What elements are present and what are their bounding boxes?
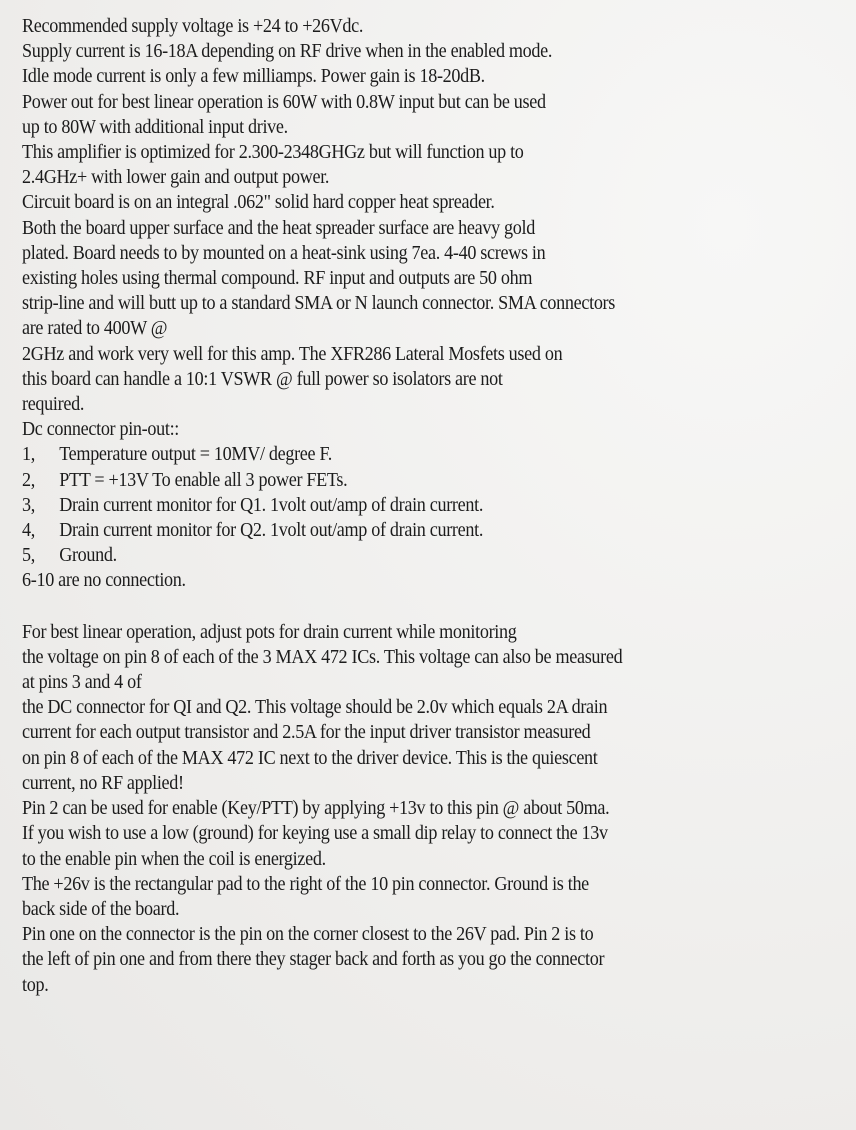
- pin-description: Temperature output = 10MV/ degree F.: [59, 444, 332, 466]
- instruction-line: Pin one on the connector is the pin on the corner closest to the 26V pad. Pin 2 is to: [22, 924, 594, 946]
- spec-line: Circuit board is on an integral .062" solid hard copper heat spreader.: [22, 192, 495, 214]
- section-spacer: [22, 594, 842, 620]
- pin-item: [22, 442, 785, 467]
- spec-line: Power out for best linear operation is 60W with 0.8W input but can be used: [22, 91, 546, 113]
- pin-number: 4,: [22, 520, 35, 542]
- pin-number: 3,: [22, 494, 35, 516]
- spec-line: existing holes using thermal compound. RF input and outputs are 50 ohm: [22, 268, 533, 290]
- instruction-line: Pin 2 can be used for enable (Key/PTT) by applying +13v to this pin @ about 50ma.: [22, 798, 610, 820]
- instruction-line: to the enable pin when the coil is energized.: [22, 848, 326, 870]
- instruction-line: at pins 3 and 4 of: [22, 672, 142, 694]
- pin-number: 5,: [22, 545, 35, 567]
- instruction-line: the DC connector for QI and Q2. This voltage should be 2.0v which equals 2A drain: [22, 697, 608, 719]
- pin-item: [22, 468, 785, 493]
- instruction-line: back side of the board.: [22, 898, 180, 920]
- spec-line: 2GHz and work very well for this amp. The XFR286 Lateral Mosfets used on: [22, 343, 563, 365]
- instruction-line: the left of pin one and from there they stager back and forth as you go the connector: [22, 949, 605, 971]
- spec-line: this board can handle a 10:1 VSWR @ full power so isolators are not: [22, 368, 503, 390]
- pinout-heading: Dc connector pin-out::: [22, 419, 180, 441]
- instructions-section: [22, 620, 842, 998]
- instruction-line: on pin 8 of each of the MAX 472 IC next to the driver device. This is the quiescent: [22, 747, 598, 769]
- spec-line: are rated to 400W @: [22, 318, 168, 340]
- pin-description: Ground.: [59, 545, 117, 567]
- spec-line: Idle mode current is only a few milliamps. Power gain is 18-20dB.: [22, 66, 485, 88]
- pinout-footer: 6-10 are no connection.: [22, 570, 186, 592]
- spec-line: This amplifier is optimized for 2.300-2348GHGz but will function up to: [22, 142, 524, 164]
- spec-line: up to 80W with additional input drive.: [22, 116, 288, 138]
- pin-number: 2,: [22, 469, 35, 491]
- instruction-line: the voltage on pin 8 of each of the 3 MAX 472 ICs. This voltage can also be measured: [22, 646, 623, 668]
- pin-description: PTT = +13V To enable all 3 power FETs.: [59, 469, 348, 491]
- spec-line: required.: [22, 394, 85, 416]
- instruction-line: For best linear operation, adjust pots for drain current while monitoring: [22, 621, 517, 643]
- pin-description: Drain current monitor for Q2. 1volt out/amp of drain current.: [59, 520, 484, 542]
- pin-item: [22, 493, 785, 518]
- pin-number: 1,: [22, 444, 35, 466]
- spec-line: Recommended supply voltage is +24 to +26Vdc.: [22, 16, 364, 37]
- specs-section: [22, 14, 842, 417]
- document-page: [22, 14, 842, 998]
- instruction-line: current for each output transistor and 2.5A for the input driver transistor measured: [22, 722, 591, 744]
- instruction-line: top.: [22, 974, 49, 996]
- pin-item: [22, 543, 785, 568]
- spec-line: plated. Board needs to by mounted on a heat-sink using 7ea. 4-40 screws in: [22, 242, 546, 264]
- instruction-line: If you wish to use a low (ground) for keying use a small dip relay to connect the 13v: [22, 823, 608, 845]
- spec-line: Both the board upper surface and the heat spreader surface are heavy gold: [22, 217, 535, 239]
- instruction-line: current, no RF applied!: [22, 772, 184, 794]
- pin-item: [22, 518, 785, 543]
- spec-line: Supply current is 16-18A depending on RF drive when in the enabled mode.: [22, 41, 553, 63]
- spec-line: strip-line and will butt up to a standard SMA or N launch connector. SMA connectors: [22, 293, 616, 315]
- pin-description: Drain current monitor for Q1. 1volt out/amp of drain current.: [59, 494, 484, 516]
- instruction-line: The +26v is the rectangular pad to the right of the 10 pin connector. Ground is the: [22, 873, 589, 895]
- pinout-section: [22, 417, 842, 593]
- spec-line: 2.4GHz+ with lower gain and output power.: [22, 167, 330, 189]
